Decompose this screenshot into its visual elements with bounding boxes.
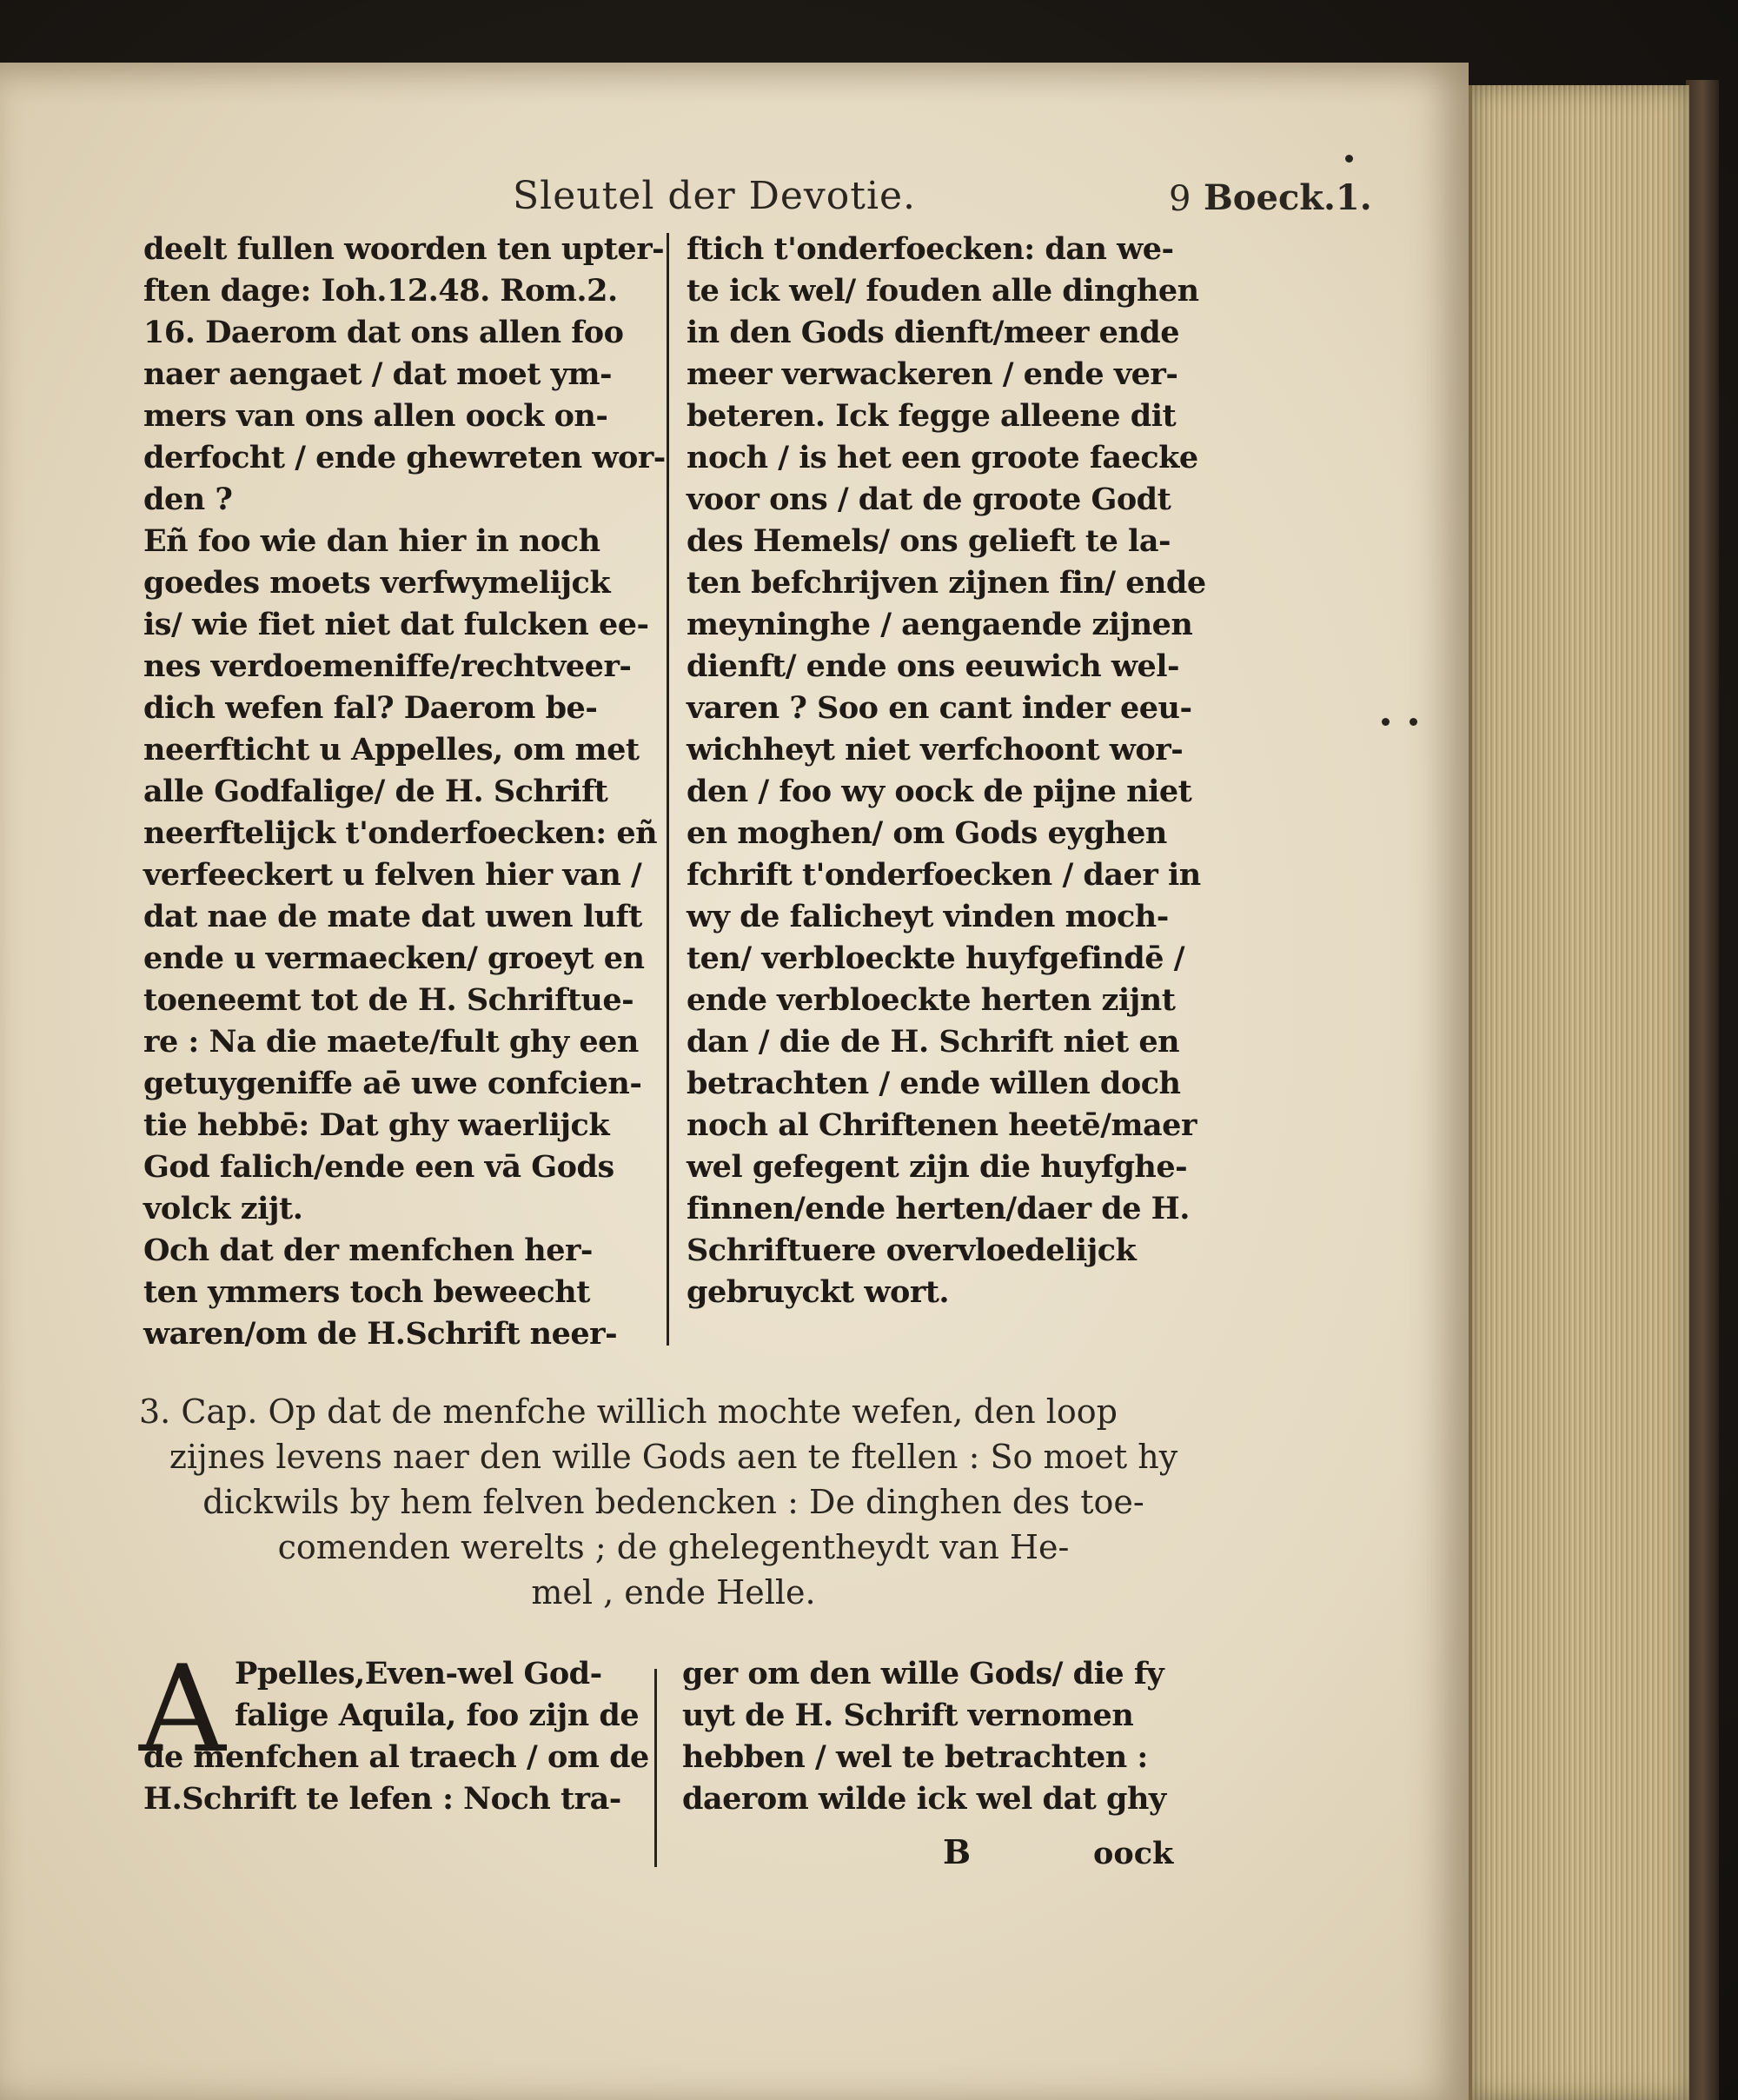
text-line: ten/ verbloeckte huyfgefindē / <box>687 940 1184 976</box>
text-column-left <box>143 229 666 1355</box>
text-line: Schriftuere overvloedelijck <box>687 1233 1137 1268</box>
text-line: neerfticht u Appelles, om met <box>143 732 640 768</box>
text-line: varen ? Soo en cant inder eeu- <box>687 690 1192 726</box>
summary-line: comenden werelts ; de ghelegentheydt van He- <box>277 1528 1070 1566</box>
chapter-summary <box>139 1389 1208 1615</box>
text-line: nes verdoemeniffe/rechtveer- <box>143 648 632 684</box>
book-reference: Boeck.1. <box>1204 177 1372 218</box>
text-line: en moghen/ om Gods eyghen <box>687 815 1167 851</box>
text-line: getuygeniffe aē uwe confcien- <box>143 1066 642 1101</box>
text-line: goedes moets verfwymelijck <box>143 565 611 601</box>
text-line: naer aengaet / dat moet ym- <box>143 356 613 392</box>
text-line: neerftelijck t'onderfoecken: eñ <box>143 815 658 851</box>
text-line: meyninghe / aengaende zijnen <box>687 607 1193 642</box>
summary-line: mel , ende Helle. <box>531 1573 816 1612</box>
text-line: dan / die de H. Schrift niet en <box>687 1024 1180 1060</box>
summary-line: dickwils by hem felven bedencken : De dinghen des toe- <box>202 1483 1144 1521</box>
page-block-edge <box>1469 85 1689 2100</box>
text-line: dich wefen fal? Daerom be- <box>143 690 598 726</box>
text-line: ende verbloeckte herten zijnt <box>687 982 1176 1018</box>
book-cover-edge <box>1686 80 1719 2100</box>
text-line: alle Godfalige/ de H. Schrift <box>143 774 608 809</box>
ink-speck <box>1382 718 1390 726</box>
text-line: meer verwackeren / ende ver- <box>687 356 1178 392</box>
ink-speck <box>1410 718 1417 726</box>
column-rule <box>667 233 669 1346</box>
text-line: ger om den wille Gods/ die fy <box>682 1656 1164 1691</box>
running-title: Sleutel der Devotie. <box>513 174 917 218</box>
text-line: daerom wilde ick wel dat ghy <box>682 1781 1166 1817</box>
text-line: volck zijt. <box>143 1191 303 1226</box>
text-line: noch al Chriftenen heetē/maer <box>687 1107 1197 1143</box>
column-rule <box>654 1669 657 1867</box>
text-line: deelt fullen woorden ten upter- <box>143 231 665 267</box>
text-column-left-2 <box>143 1653 652 1820</box>
signature-mark: B <box>943 1832 972 1871</box>
text-line: noch / is het een groote faecke <box>687 440 1198 475</box>
text-line: H.Schrift te lefen : Noch tra- <box>143 1781 621 1817</box>
text-line: derfocht / ende ghewreten wor- <box>143 440 666 475</box>
page-number: 9 <box>1169 179 1191 219</box>
text-line: 16. Daerom dat ons allen foo <box>143 315 624 350</box>
text-line: God falich/ende een vā Gods <box>143 1149 614 1185</box>
text-line: den / foo wy oock de pijne niet <box>687 774 1192 809</box>
text-line: des Hemels/ ons gelieft te la- <box>687 523 1171 559</box>
text-line: de menfchen al traech / om de <box>143 1739 649 1775</box>
text-line: uyt de H. Schrift vernomen <box>682 1698 1134 1733</box>
text-line: dienft/ ende ons eeuwich wel- <box>687 648 1180 684</box>
text-line: voor ons / dat de groote Godt <box>687 482 1171 517</box>
text-line: ende u vermaecken/ groeyt en <box>143 940 645 976</box>
summary-line: 3. Cap. Op dat de menfche willich mochte wefen, den loop <box>139 1392 1118 1431</box>
text-line: gebruyckt wort. <box>687 1274 950 1310</box>
summary-line: zijnes levens naer den wille Gods aen te ftellen : So moet hy <box>169 1438 1178 1476</box>
text-line: toeneemt tot de H. Schriftue- <box>143 982 634 1018</box>
text-column-right-2 <box>682 1653 1204 1820</box>
ink-speck <box>1345 155 1353 163</box>
text-line: Ppelles,Even-wel God- <box>235 1656 602 1691</box>
text-line: wel gefegent zijn die huyfghe- <box>687 1149 1188 1185</box>
text-line: re : Na die maete/fult ghy een <box>143 1024 639 1060</box>
text-line: ftich t'onderfoecken: dan we- <box>687 231 1174 267</box>
text-line: wy de falicheyt vinden moch- <box>687 899 1169 934</box>
text-line: hebben / wel te betrachten : <box>682 1739 1148 1775</box>
text-line: mers van ons allen oock on- <box>143 398 608 434</box>
text-line: ten ymmers toch beweecht <box>143 1274 590 1310</box>
text-line: tie hebbē: Dat ghy waerlijck <box>143 1107 610 1143</box>
text-line: betrachten / ende willen doch <box>687 1066 1181 1101</box>
text-line: finnen/ende herten/daer de H. <box>687 1191 1190 1226</box>
text-column-right <box>687 229 1208 1313</box>
text-line: ten befchrijven zijnen fin/ ende <box>687 565 1206 601</box>
text-line: te ick wel/ fouden alle dinghen <box>687 273 1199 309</box>
catchword: oock <box>1093 1836 1174 1871</box>
text-line: ften dage: Ioh.12.48. Rom.2. <box>143 273 618 309</box>
text-line: is/ wie fiet niet dat fulcken ee- <box>143 607 649 642</box>
text-line: beteren. Ick fegge alleene dit <box>687 398 1177 434</box>
drop-cap: A <box>139 1639 226 1779</box>
text-line: Och dat der menfchen her- <box>143 1233 593 1268</box>
text-line: dat nae de mate dat uwen luft <box>143 899 642 934</box>
text-line: fchrift t'onderfoecken / daer in <box>687 857 1201 893</box>
text-line: waren/om de H.Schrift neer- <box>143 1316 618 1352</box>
text-line: verfeeckert u felven hier van / <box>143 857 642 893</box>
text-line: Eñ foo wie dan hier in noch <box>143 523 600 559</box>
text-line: den ? <box>143 482 233 517</box>
text-line: wichheyt niet verfchoont wor- <box>687 732 1184 768</box>
text-line: in den Gods dienft/meer ende <box>687 315 1180 350</box>
text-line: falige Aquila, foo zijn de <box>235 1698 640 1733</box>
